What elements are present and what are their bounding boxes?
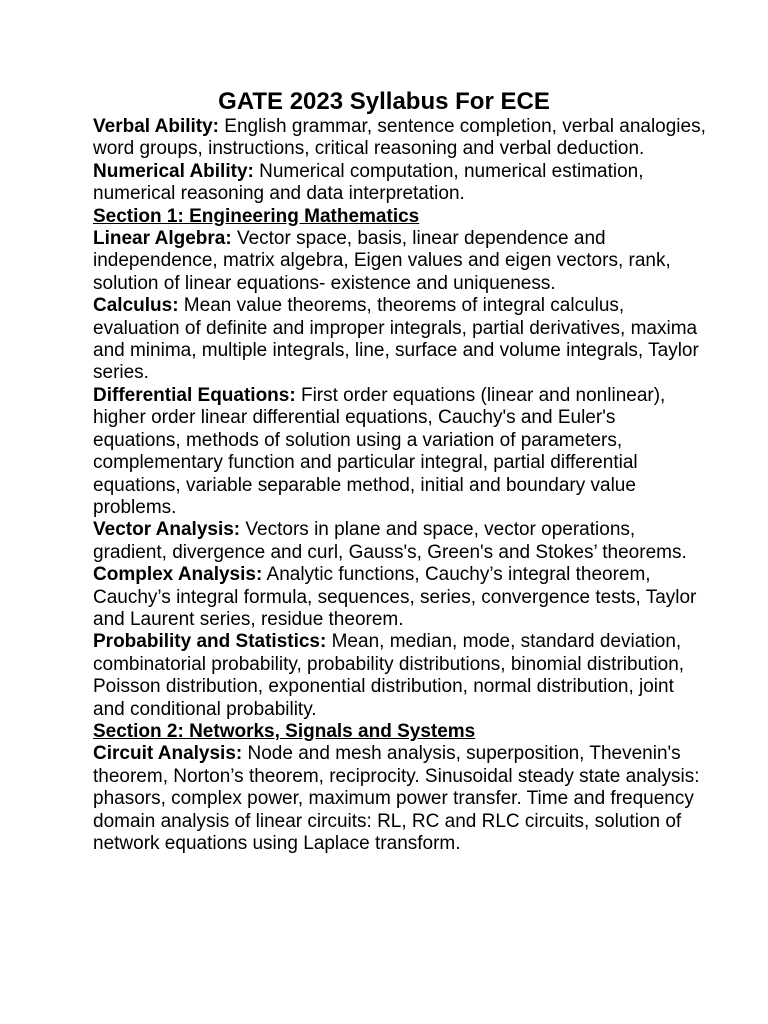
- paragraph-label: Verbal Ability:: [93, 116, 219, 137]
- paragraph-label: Probability and Statistics:: [93, 631, 327, 653]
- paragraph-verbal-ability: [93, 116, 708, 161]
- paragraph-numerical-ability: [93, 161, 708, 206]
- paragraph-probability-statistics: [93, 631, 708, 721]
- paragraph-text: Analytic functions, Cauchy’s integral theorem, Cauchy’s integral formula, sequences, series, convergence tests, Taylor and Laurent series, residue theorem.: [93, 564, 697, 630]
- paragraph-circuit-analysis: [93, 743, 708, 855]
- paragraph-linear-algebra: [93, 228, 708, 295]
- paragraph-text: First order equations (linear and nonlinear), higher order linear differential equations, Cauchy's and Euler's equations, methods of solution using a variation of parameters, complementary function and particular integral, partial differential equations, variable separable method, initial and boundary value problems.: [93, 384, 666, 518]
- paragraph-label: Complex Analysis:: [93, 564, 263, 586]
- section-heading-networks-signals-systems: Section 2: Networks, Signals and Systems: [93, 720, 476, 742]
- paragraph-complex-analysis: [93, 564, 708, 631]
- document-body: [93, 116, 708, 855]
- paragraph-text: Vector space, basis, linear dependence and independence, matrix algebra, Eigen values and eigen vectors, rank, solution of linear equations- existence and uniqueness.: [93, 228, 671, 294]
- paragraph-differential-equations: [93, 385, 708, 519]
- paragraph-text: Numerical computation, numerical estimation, numerical reasoning and data interpretation.: [93, 160, 644, 205]
- paragraph-label: Numerical Ability:: [93, 160, 254, 182]
- paragraph-label: Linear Algebra:: [93, 228, 232, 250]
- paragraph-vector-analysis: [93, 519, 708, 564]
- paragraph-text: Mean, median, mode, standard deviation, combinatorial probability, probability distributions, binomial distribution, Poisson distribution, exponential distribution, normal distribution, joint and conditional probability.: [93, 631, 685, 720]
- paragraph-label: Circuit Analysis:: [93, 743, 243, 765]
- paragraph-text: Vectors in plane and space, vector operations, gradient, divergence and curl, Gauss's, Green's and Stokes’ theorems.: [93, 519, 687, 563]
- document-title: GATE 2023 Syllabus For ECE: [218, 88, 550, 115]
- paragraph-label: Calculus:: [93, 295, 179, 317]
- section-heading-engineering-mathematics: Section 1: Engineering Mathematics: [93, 205, 420, 227]
- paragraph-label: Differential Equations:: [93, 384, 296, 406]
- paragraph-text: Node and mesh analysis, superposition, Thevenin's theorem, Norton’s theorem, reciprocity. Sinusoidal steady state analysis: phasors, complex power, maximum power transfer. Time and frequency domain analysis of linear circuits: RL, RC and RLC circuits, solution of network equations using Laplace transform.: [93, 743, 700, 854]
- paragraph-text: English grammar, sentence completion, verbal analogies, word groups, instructions, critical reasoning and verbal deduction.: [93, 116, 706, 160]
- paragraph-label: Vector Analysis:: [93, 519, 241, 541]
- paragraph-text: Mean value theorems, theorems of integral calculus, evaluation of definite and improper integrals, partial derivatives, maxima and minima, multiple integrals, line, surface and volume integrals, Taylor series.: [93, 295, 699, 384]
- paragraph-calculus: [93, 295, 708, 385]
